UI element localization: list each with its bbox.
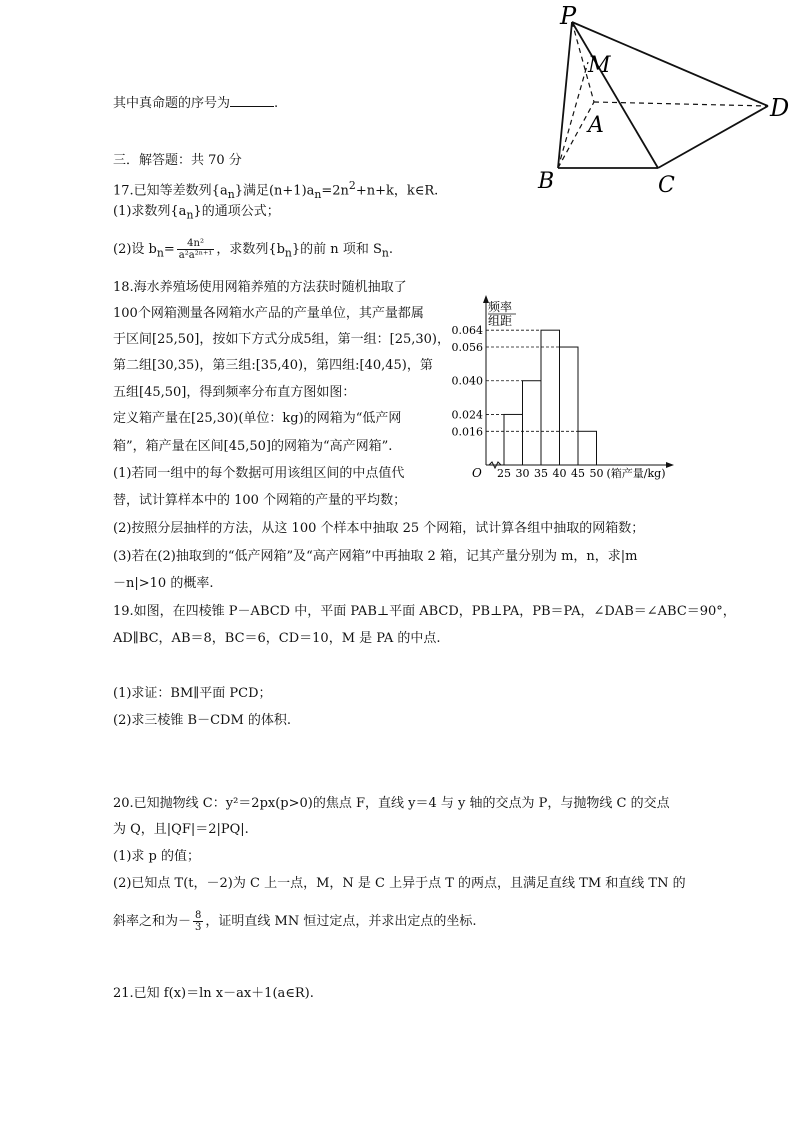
y-tick-label: 0.064 <box>451 324 483 338</box>
q17-sup-c: 2 <box>348 179 356 192</box>
histogram-bar <box>523 381 542 465</box>
q17-part2-a: (2)设 b <box>113 242 157 257</box>
q17-sub-b: n <box>314 187 322 201</box>
label-c: C <box>658 173 675 198</box>
q18-line: 箱”，箱产量在区间[45,50]的网箱为“高产网箱”. <box>113 439 393 454</box>
q19-part2: (2)求三棱锥 B－CDM 的体积. <box>113 713 292 728</box>
q20-line1: 20.已知抛物线 C：y²＝2px(p>0)的焦点 F，直线 y＝4 与 y 轴的交点为 P，与抛物线 C 的交点 <box>113 796 670 811</box>
label-p: P <box>560 2 577 30</box>
q21-line1: 21.已知 f(x)＝ln x－ax＋1(a∈R). <box>113 986 314 1001</box>
q20-line2: 为 Q，且|QF|＝2|PQ|. <box>113 822 249 837</box>
q17-part1-a: (1)求数列{a <box>113 204 187 219</box>
x-tick-label: 30 <box>515 467 530 480</box>
q17-part2-eq: = <box>163 242 175 257</box>
histogram-bar <box>578 431 597 465</box>
y-tick-label: 0.056 <box>451 341 483 355</box>
q17-text-c: =2n <box>321 183 349 199</box>
histogram-bar <box>541 330 560 465</box>
q18-line: (2)按照分层抽样的方法，从这 100 个样本中抽取 25 个网箱，试计算各组中抽取的网箱数； <box>113 521 645 536</box>
q17-frac-den: a²a²ⁿ⁺¹ <box>178 250 213 261</box>
frequency-histogram <box>430 293 690 485</box>
q17-part2-b: ，求数列{b <box>216 242 285 257</box>
q18-line: 定义箱产量在[25,30)(单位：kg)的网箱为“低产网 <box>113 411 402 426</box>
histogram-bar <box>560 347 579 465</box>
top-line-text: 其中真命题的序号为 <box>113 96 231 111</box>
q17-text-b: }满足(n+1)a <box>234 183 315 199</box>
q17-part1 <box>113 203 280 225</box>
q20-part1: (1)求 p 的值； <box>113 849 201 864</box>
q19-part1: (1)求证：BM∥平面 PCD； <box>113 686 272 701</box>
q17-text-a: 17.已知等差数列{a <box>113 183 228 199</box>
q17-part1-sub: n <box>186 208 194 222</box>
q19-line1: 19.如图，在四棱锥 P－ABCD 中，平面 PAB⊥平面 ABCD，PB⊥PA，PB＝PA，∠DAB＝∠ABC＝90°， <box>113 604 736 619</box>
q18-line: 于区间[25,50]，按如下方式分成5组，第一组：[25,30)， <box>113 332 450 347</box>
q18-line: 18.海水养殖场使用网箱养殖的方法获时随机抽取了 <box>113 280 407 295</box>
q19-line2: AD∥BC，AB＝8，BC＝6，CD＝10，M 是 PA 的中点. <box>113 631 441 646</box>
q17-part2-end: . <box>388 242 393 257</box>
q17-part2-a-sub: n <box>156 246 164 260</box>
answer-blank[interactable] <box>230 94 274 107</box>
q17-part2-b-sub: n <box>284 246 292 260</box>
y-tick-label: 0.024 <box>451 408 483 422</box>
pyramid-figure <box>530 0 794 200</box>
q18-line: －n|>10 的概率. <box>113 576 214 591</box>
q20-part3-b: ，证明直线 MN 恒过定点，并求出定点的坐标. <box>205 914 477 929</box>
x-tick-label: 40 <box>552 467 567 480</box>
q20-part3-a: 斜率之和为－ <box>113 914 192 929</box>
q17-frac-num: 4n² <box>177 238 215 250</box>
q17-part1-end: }的通项公式； <box>193 204 280 219</box>
label-m: M <box>588 53 611 78</box>
q20-part3 <box>113 910 476 933</box>
q18-line: 五组[45,50]，得到频率分布直方图如图： <box>113 385 356 400</box>
histogram-bar <box>504 414 523 465</box>
y-tick-label: 0.040 <box>451 374 483 388</box>
q18-line: (3)若在(2)抽取到的“低产网箱”及“高产网箱”中再抽取 2 箱，记其产量分别为 m，n，求|m <box>113 549 638 564</box>
q17-part2 <box>113 238 393 263</box>
q18-line: 100个网箱测量各网箱水产品的产量单位，其产量都属 <box>113 306 424 321</box>
label-d: D <box>770 94 790 122</box>
q20-part2: (2)已知点 T(t，－2)为 C 上一点，M，N 是 C 上异于点 T 的两点，且满足直线 TM 和直线 TN 的 <box>113 876 686 891</box>
x-axis-label: (箱产量/kg) <box>606 467 666 480</box>
q17-part2-c: }的前 n 项和 S <box>291 242 382 257</box>
y-label-bottom: 组距 <box>488 314 513 328</box>
y-tick-label: 0.016 <box>451 425 483 439</box>
q17-text-d: +n+k，k∈R. <box>355 183 439 199</box>
q20-fraction <box>193 910 203 933</box>
x-tick-label: 45 <box>571 467 585 480</box>
x-tick-label: 35 <box>534 467 548 480</box>
q17-line1 <box>113 177 438 204</box>
label-a: A <box>588 113 604 138</box>
x-tick-label: 25 <box>497 467 511 480</box>
q20-frac-den: 3 <box>195 922 202 933</box>
y-label-top: 频率 <box>488 300 513 314</box>
origin-label: O <box>472 466 482 480</box>
x-tick-label: 50 <box>589 467 604 480</box>
x-axis-arrow <box>666 462 674 468</box>
q18-line: 替，试计算样本中的 100 个网箱的产量的平均数； <box>113 493 407 508</box>
q20-frac-num: 8 <box>195 910 202 921</box>
top-line <box>113 94 278 113</box>
section-header: 三．解答题：共 70 分 <box>113 153 242 168</box>
q17-sub-a: n <box>227 187 235 201</box>
top-line-end: . <box>274 96 279 111</box>
q18-line: 第二组[30,35)，第三组:[35,40)，第四组:[40,45)，第 <box>113 358 433 373</box>
q18-line: (1)若同一组中的每个数据可用该组区间的中点值代 <box>113 466 405 481</box>
q17-fraction <box>177 238 215 261</box>
q17-part2-c-sub: n <box>381 246 389 260</box>
label-b: B <box>538 169 555 194</box>
